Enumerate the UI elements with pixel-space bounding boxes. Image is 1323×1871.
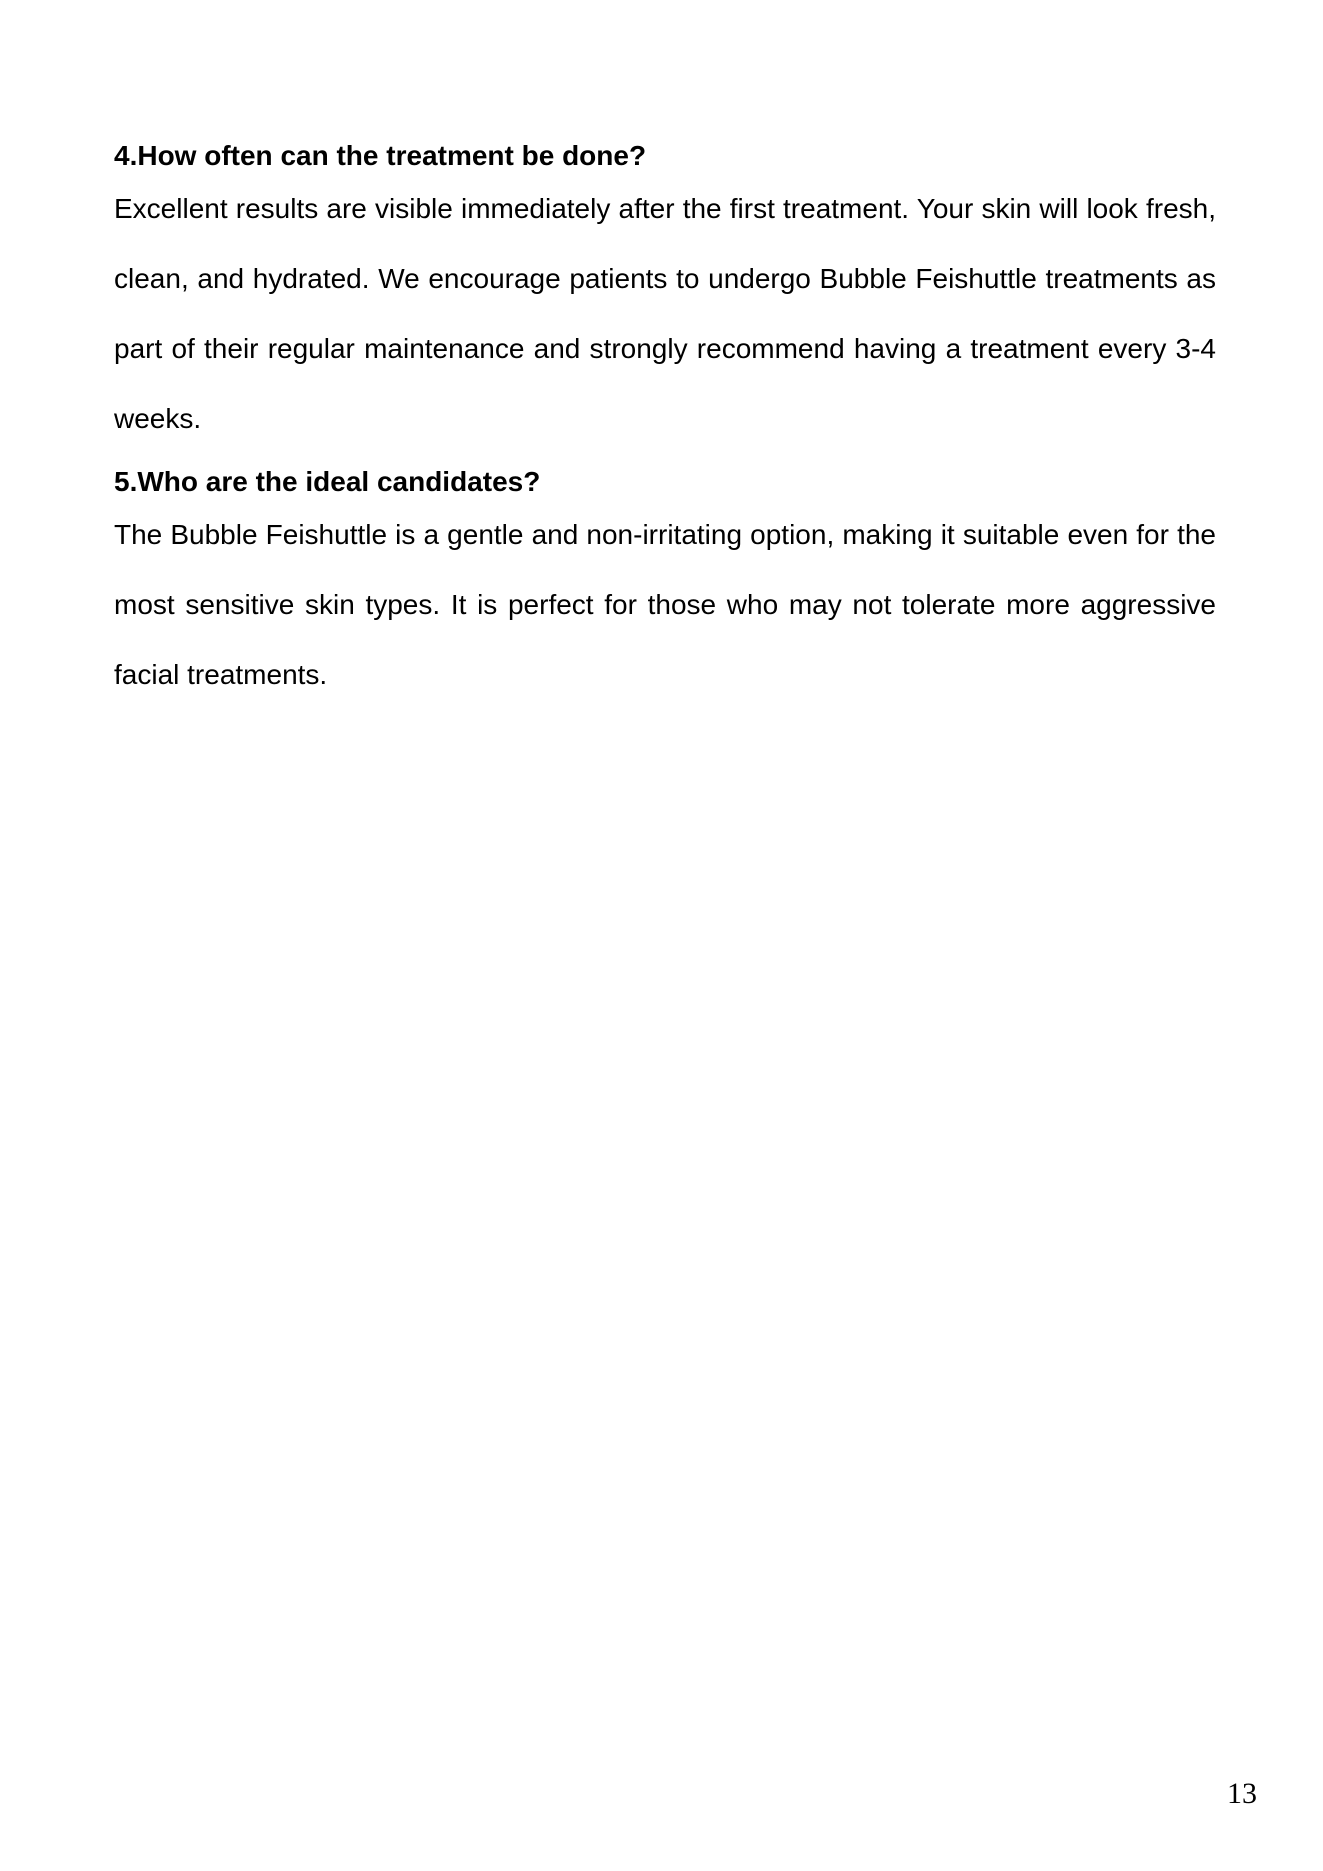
- faq-section-ideal-candidates: [114, 454, 1216, 710]
- faq-section-treatment-frequency: [114, 128, 1216, 454]
- page-number: 13: [1227, 1777, 1257, 1810]
- section-heading: 5.Who are the ideal candidates?: [114, 466, 541, 497]
- page-content: [114, 128, 1216, 710]
- section-body: Excellent results are visible immediately after the first treatment. Your skin will look fresh, clean, and hydrated. We encourage patients to undergo Bubble Feishuttle treatments as part of their regular maintenance and strongly recommend having a treatment every 3-4 weeks.: [114, 193, 1216, 434]
- section-heading: 4.How often can the treatment be done?: [114, 140, 647, 171]
- section-body: The Bubble Feishuttle is a gentle and non-irritating option, making it suitable even for the most sensitive skin types. It is perfect for those who may not tolerate more aggressive facial treatments.: [114, 519, 1216, 690]
